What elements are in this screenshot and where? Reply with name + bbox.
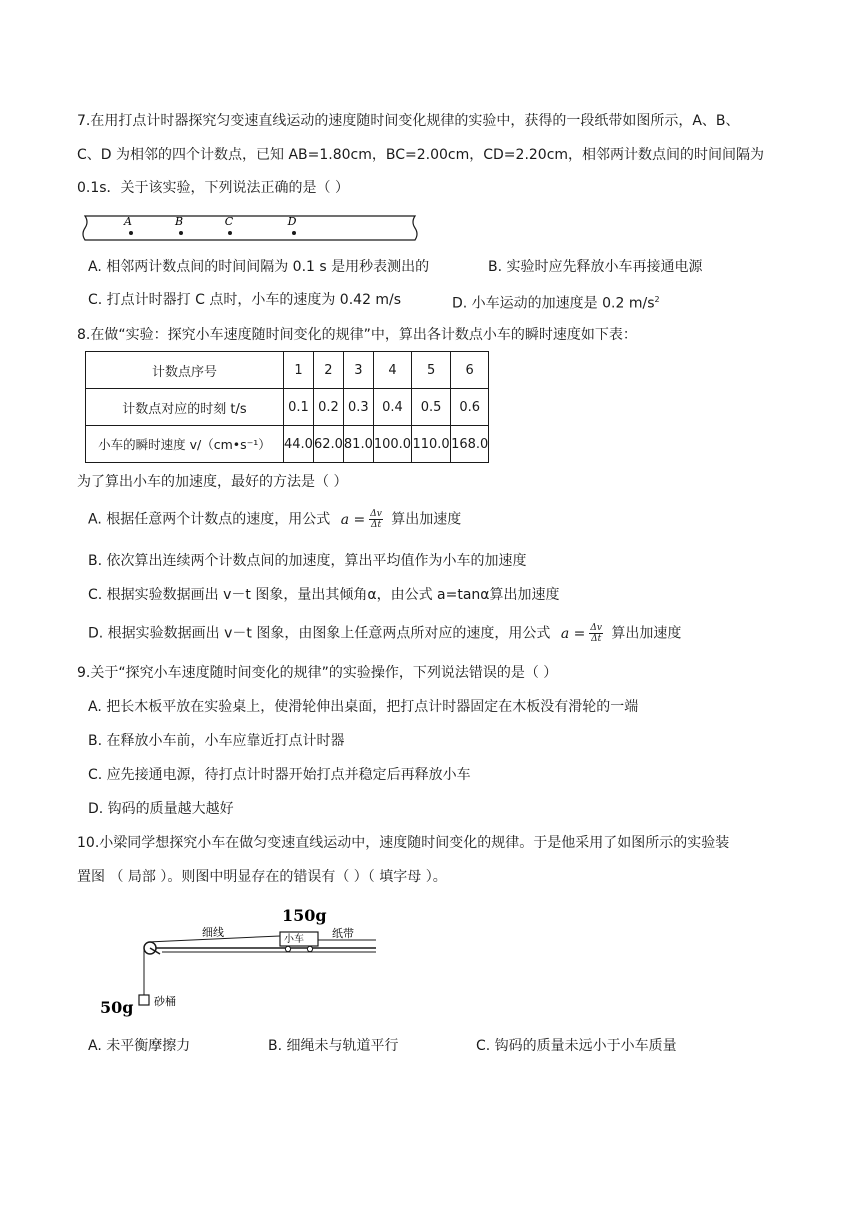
formula-lhs: a = <box>560 625 586 642</box>
q7-option-c: C. 打点计时器打 C 点时，小车的速度为 0.42 m/s <box>88 292 402 308</box>
tape-label-b: B <box>174 215 184 228</box>
cart-mass-label: 150g <box>282 906 327 925</box>
table-cell: 6 <box>451 352 489 389</box>
bucket-mass-label: 50g <box>100 998 134 1017</box>
q9-option-a: A. 把长木板平放在实验桌上，使滑轮伸出桌面，把打点计时器固定在木板没有滑轮的一端 <box>88 699 639 715</box>
table-cell: 0.6 <box>451 389 489 426</box>
table-cell: 100.0 <box>373 426 411 463</box>
q9-stem: 9.关于“探究小车速度随时间变化的规律”的实验操作，下列说法错误的是（ ） <box>77 665 558 681</box>
formula-lhs: a = <box>340 511 366 528</box>
q7-stem-line1: 7.在用打点计时器探究匀变速直线运动的速度随时间变化规律的实验中，获得的一段纸带如图所示，A、B、 <box>77 113 740 129</box>
table-cell: 4 <box>373 352 411 389</box>
table-cell: 81.0 <box>343 426 373 463</box>
q9-option-b: B. 在释放小车前，小车应靠近打点计时器 <box>88 733 345 749</box>
table-cell: 44.0 <box>284 426 314 463</box>
q7-stem-line3: 0.1s．关于该实验，下列说法正确的是（ ） <box>77 180 350 196</box>
tape-dot-c <box>228 231 232 235</box>
table-cell: 0.2 <box>313 389 343 426</box>
table-cell: 计数点对应的时刻 t/s <box>86 389 284 426</box>
table-cell: 0.3 <box>343 389 373 426</box>
cart-label: 小车 <box>284 934 304 945</box>
formula-fraction: $\frac{\Delta v}{\Delta t}$ <box>370 509 382 530</box>
q8-option-d: D. 根据实验数据画出 v－t 图象，由图象上任意两点所对应的速度，用公式 a = $\frac{\Delta v}{\Delta t}$ 算出加速度 <box>88 623 682 644</box>
q8-option-a: A. 根据任意两个计数点的速度，用公式 a = $\frac{\Delta v}{\Delta t}$ 算出加速度 <box>88 509 462 530</box>
q7-option-d: D. 小车运动的加速度是 0.2 $m/s^2$ <box>452 295 660 312</box>
q10-option-c: C. 钩码的质量未远小于小车质量 <box>476 1038 677 1054</box>
table-cell: 2 <box>313 352 343 389</box>
table-cell: 62.0 <box>313 426 343 463</box>
q10-option-a: A. 未平衡摩擦力 <box>88 1038 191 1054</box>
table-cell: 计数点序号 <box>86 352 284 389</box>
q7-option-d-superscript: 2 <box>654 295 660 304</box>
sand-bucket-icon <box>139 995 149 1005</box>
q7-stem-line2: C、D 为相邻的四个计数点，已知 AB=1.80cm，BC=2.00cm，CD=2.20cm，相邻两计数点间的时间间隔为 <box>77 147 765 163</box>
table-cell: 小车的瞬时速度 v/（cm•s⁻¹） <box>86 426 284 463</box>
tape-label-c: C <box>224 215 234 228</box>
table-cell: 0.1 <box>284 389 314 426</box>
paper-tape-figure <box>80 210 420 246</box>
q8-option-b: B. 依次算出连续两个计数点间的加速度，算出平均值作为小车的加速度 <box>88 553 527 569</box>
q8-stem: 8.在做“实验：探究小车速度随时间变化的规律”中，算出各计数点小车的瞬时速度如下表： <box>77 327 637 343</box>
q8-question: 为了算出小车的加速度，最好的方法是（ ） <box>77 474 348 490</box>
tape-dot-d <box>292 231 296 235</box>
tape-dot-b <box>179 231 183 235</box>
tape-label-a: A <box>124 215 132 228</box>
q9-option-d: D. 钩码的质量越大越好 <box>88 801 234 817</box>
table-cell: 0.5 <box>412 389 451 426</box>
table-cell: 5 <box>412 352 451 389</box>
q8-option-c: C. 根据实验数据画出 v－t 图象，量出其倾角α，由公式 a=tanα算出加速度 <box>88 587 560 603</box>
table-cell: 110.0 <box>412 426 451 463</box>
bucket-label: 砂桶 <box>154 995 176 1008</box>
table-row <box>86 426 489 463</box>
table-row <box>86 352 489 389</box>
table-cell: 3 <box>343 352 373 389</box>
experiment-apparatus-figure <box>90 902 390 1020</box>
q9-option-c: C. 应先接通电源，待打点计时器开始打点并稳定后再释放小车 <box>88 767 471 783</box>
q10-stem-line2: 置图 （ 局部 ）。则图中明显存在的错误有（ ）（ 填字母 ）。 <box>77 869 447 885</box>
q7-option-b: B. 实验时应先释放小车再接通电源 <box>488 259 703 275</box>
table-cell: 168.0 <box>451 426 489 463</box>
table-cell: 1 <box>284 352 314 389</box>
table-row <box>86 389 489 426</box>
string-label: 细线 <box>202 926 224 939</box>
tape-label-d: D <box>287 215 297 228</box>
q10-stem-line1: 10.小梁同学想探究小车在做匀变速直线运动中，速度随时间变化的规律。于是他采用了如图所示的实验装 <box>77 835 730 851</box>
tape-dot-a <box>129 231 133 235</box>
q8-velocity-table <box>85 351 489 463</box>
tape-label: 纸带 <box>332 927 354 940</box>
q10-option-b: B. 细绳未与轨道平行 <box>268 1038 399 1054</box>
q7-option-a: A. 相邻两计数点间的时间间隔为 0.1 s 是用秒表测出的 <box>88 259 430 275</box>
formula-fraction: $\frac{\Delta v}{\Delta t}$ <box>590 623 602 644</box>
table-cell: 0.4 <box>373 389 411 426</box>
